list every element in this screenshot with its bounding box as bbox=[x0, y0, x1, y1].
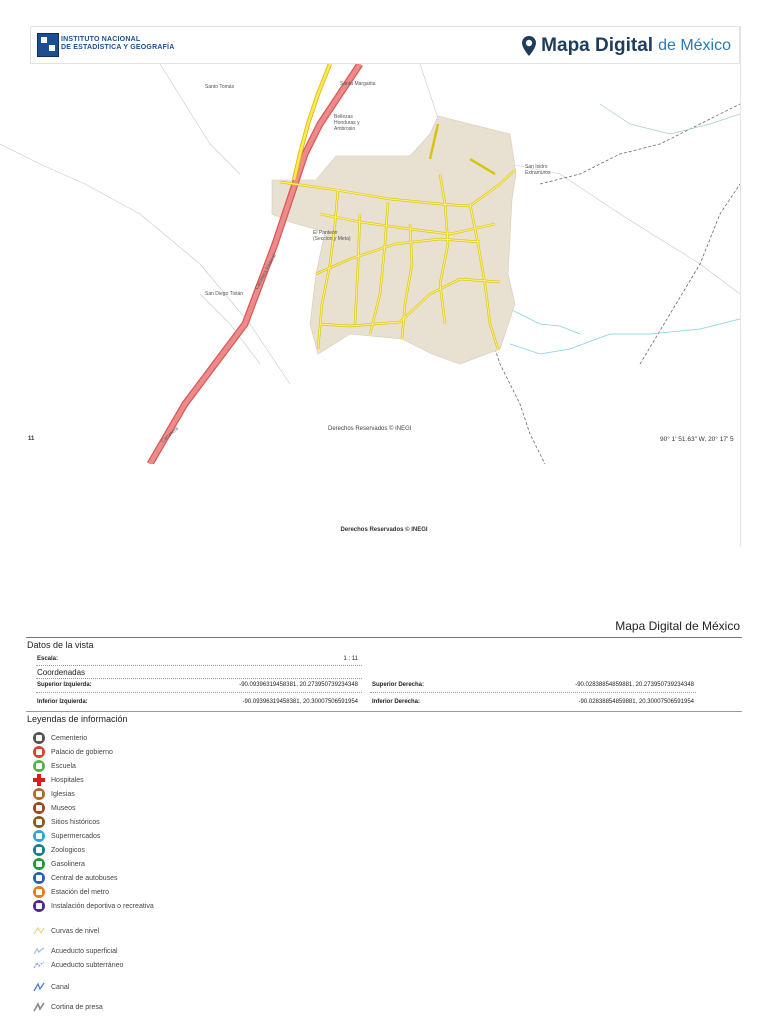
legend-label: Curvas de nivel bbox=[51, 927, 100, 935]
legend-item bbox=[33, 843, 154, 857]
legend-item bbox=[33, 829, 154, 843]
site-header bbox=[30, 26, 740, 64]
legend-item bbox=[33, 871, 154, 885]
metro-station-icon bbox=[33, 886, 45, 898]
row-divider bbox=[36, 665, 362, 667]
coordinates-title: Coordenadas bbox=[37, 668, 86, 677]
legend-item bbox=[33, 731, 154, 745]
hospital-icon bbox=[33, 774, 45, 786]
inegi-logo-icon bbox=[37, 33, 59, 57]
map-frame-border bbox=[740, 26, 741, 546]
top-left-value: -90.09396319458381, 20.273950739234348 bbox=[239, 682, 358, 688]
supermarket-icon bbox=[33, 830, 45, 842]
legend-item bbox=[33, 982, 69, 992]
legend-label: Zoologicos bbox=[51, 846, 85, 854]
map-place-label: Santa Margarita bbox=[340, 81, 376, 87]
legend-label: Hospitales bbox=[51, 776, 84, 784]
school-icon bbox=[33, 760, 45, 772]
zoo-icon bbox=[33, 844, 45, 856]
legend-label: Supermercados bbox=[51, 832, 101, 840]
legend-item bbox=[33, 926, 99, 936]
legend-item bbox=[33, 857, 154, 871]
brand-title-strong: Mapa Digital bbox=[541, 35, 654, 56]
legend-item bbox=[33, 946, 118, 956]
gas-station-icon bbox=[33, 858, 45, 870]
bottom-right-label: Inferior Derecha: bbox=[372, 699, 421, 705]
legend-label: Canal bbox=[51, 983, 70, 991]
legend-item bbox=[33, 801, 154, 815]
bottom-right-value: -90.02838854859881, 20.30007506591954 bbox=[578, 699, 694, 705]
legend-label: Acueducto superficial bbox=[51, 947, 118, 955]
cemetery-icon bbox=[33, 732, 45, 744]
historic-site-icon bbox=[33, 816, 45, 828]
map-road-label: Carretera bbox=[160, 425, 180, 445]
legend-label: Cortina de presa bbox=[51, 1003, 103, 1011]
mapa-digital-logo bbox=[521, 32, 731, 60]
top-left-label: Superior Izquierda: bbox=[37, 682, 92, 688]
report-title: Mapa Digital de México bbox=[615, 619, 740, 633]
legend-label: Iglesias bbox=[51, 790, 75, 798]
inegi-line1: INSTITUTO NACIONAL bbox=[61, 36, 141, 43]
scale-value: 1 : 11 bbox=[343, 656, 358, 662]
top-right-value: -90.02838854859881, 20.273950739234348 bbox=[575, 682, 694, 688]
dam-icon bbox=[33, 1002, 45, 1012]
legend-label: Museos bbox=[51, 804, 76, 812]
inegi-line2: DE ESTADÍSTICA Y GEOGRAFÍA bbox=[61, 44, 175, 51]
legend-title: Leyendas de información bbox=[27, 714, 128, 724]
scale-label: Escala: bbox=[37, 656, 59, 662]
row-divider bbox=[36, 692, 362, 694]
map-place-label: Santo Tomás bbox=[205, 84, 235, 90]
legend-label: Cementerio bbox=[51, 734, 88, 742]
bottom-left-value: -90.09396319458381, 20.30007506591954 bbox=[242, 699, 358, 705]
legend-item bbox=[33, 773, 154, 787]
legend-label: Escuela bbox=[51, 762, 76, 770]
section-divider bbox=[26, 711, 742, 712]
legend-item bbox=[33, 899, 154, 913]
brand-title-light: de México bbox=[658, 37, 731, 54]
inegi-name bbox=[61, 36, 174, 52]
legend-item bbox=[33, 759, 154, 773]
map-view[interactable] bbox=[0, 64, 740, 464]
map-pin-icon bbox=[521, 35, 537, 57]
legend-item bbox=[33, 787, 154, 801]
bus-station-icon bbox=[33, 872, 45, 884]
view-data-title: Datos de la vista bbox=[27, 640, 94, 650]
footer-copyright: Derechos Reservados © INEGI bbox=[340, 527, 428, 533]
legend-label: Estación del metro bbox=[51, 888, 109, 896]
canal-icon bbox=[33, 982, 45, 992]
legend-item bbox=[33, 815, 154, 829]
legend-label: Gasolinera bbox=[51, 860, 85, 868]
legend-label: Instalación deportiva o recreativa bbox=[51, 902, 154, 910]
map-place-label: San Isidro Extramuros bbox=[525, 164, 551, 176]
government-palace-icon bbox=[33, 746, 45, 758]
legend-label: Palacio de gobierno bbox=[51, 748, 113, 756]
legend-item bbox=[33, 745, 154, 759]
legend-label: Sitios históricos bbox=[51, 818, 100, 826]
legend-label: Central de autobuses bbox=[51, 874, 118, 882]
surface-aqueduct-icon bbox=[33, 946, 45, 956]
row-divider bbox=[370, 692, 696, 694]
map-place-label: El Panteón (Seccion y Meta) bbox=[313, 230, 351, 242]
legend-item bbox=[33, 885, 154, 899]
legend-item bbox=[33, 960, 123, 970]
top-right-label: Superior Derecha: bbox=[372, 682, 425, 688]
underground-aqueduct-icon bbox=[33, 960, 45, 970]
museum-icon bbox=[33, 802, 45, 814]
map-cursor-coordinates: 90° 1' 51.63" W, 20° 17' 5 bbox=[660, 436, 734, 443]
section-divider bbox=[26, 637, 742, 638]
contour-line-icon bbox=[33, 926, 45, 936]
map-road-label: Carretera Federal bbox=[254, 253, 278, 291]
map-scale-label: 11 bbox=[28, 436, 35, 442]
bottom-left-label: Inferior Izquierda: bbox=[37, 699, 88, 705]
map-canvas[interactable] bbox=[0, 64, 740, 464]
church-icon bbox=[33, 788, 45, 800]
map-place-label: Bellezas Honduras y Ambrosio bbox=[334, 114, 360, 132]
map-place-label: San Diego Tixtán bbox=[205, 291, 244, 297]
row-divider bbox=[36, 678, 362, 680]
sports-facility-icon bbox=[33, 900, 45, 912]
legend-label: Acueducto subterráneo bbox=[51, 961, 124, 969]
map-copyright: Derechos Reservados © INEGI bbox=[328, 426, 412, 432]
legend-item bbox=[33, 1002, 103, 1012]
poi-legend-list bbox=[33, 731, 154, 913]
